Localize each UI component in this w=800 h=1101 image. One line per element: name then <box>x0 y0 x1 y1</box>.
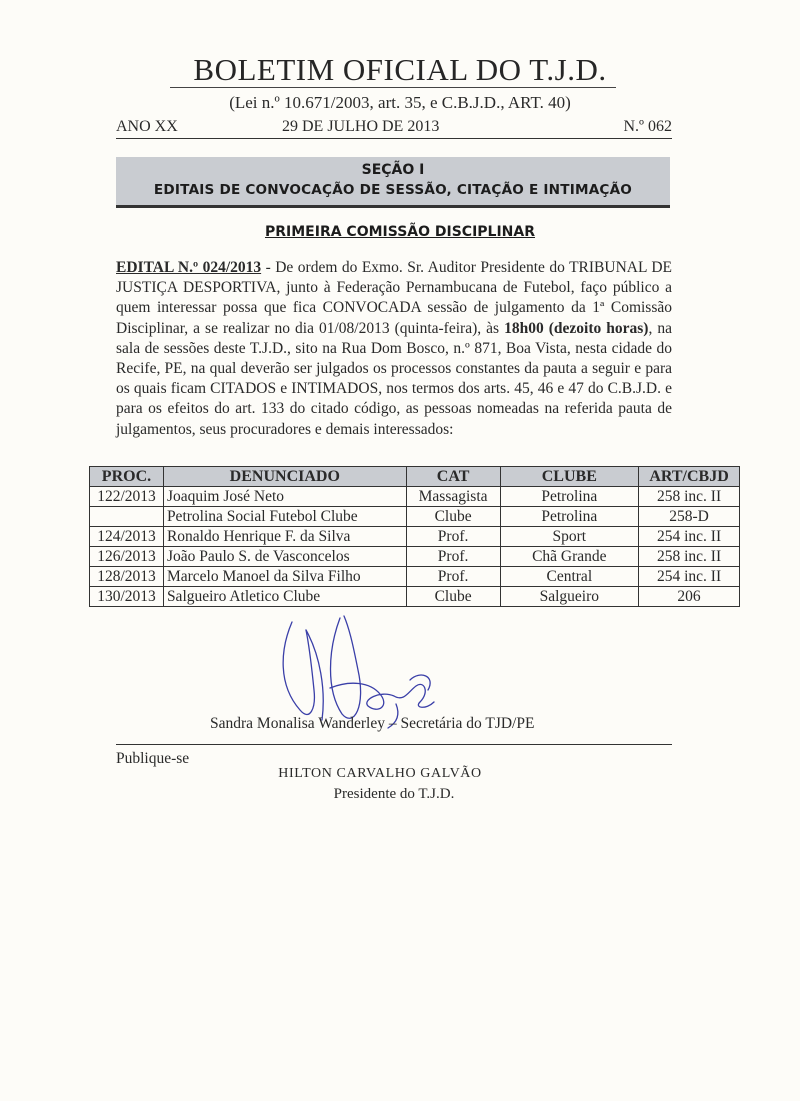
cell-cat: Prof. <box>406 527 500 547</box>
table-row <box>90 547 740 567</box>
edital-id: EDITAL N.º 024/2013 <box>116 259 262 276</box>
cell-art: 254 inc. II <box>639 527 740 547</box>
issue-date: 29 DE JULHO DE 2013 <box>282 118 440 135</box>
cell-denunciado: Salgueiro Atletico Clube <box>163 587 406 607</box>
cell-denunciado: Ronaldo Henrique F. da Silva <box>163 527 406 547</box>
edital-text-2: , na sala de sessões deste T.J.D., sito na Rua Dom Bosco, n.º 871, Boa Vista, nesta cidade do Recife, PE, na qual deverão ser julgados os processos constantes da pauta a seguir e para os quais ficam CITADOS e INTIMADOS, nos termos dos arts. 45, 46 e 47 do C.B.J.D. e para os efeitos do art. 133 do citado código, as pessoas nomeadas na referida pauta de julgamentos, seus procuradores e demais interessados: <box>116 319 673 438</box>
cell-proc: 126/2013 <box>90 547 164 567</box>
table-header-row <box>90 467 740 487</box>
table-row <box>90 487 740 507</box>
publish-order: Publique-se <box>116 750 190 767</box>
cell-art: 254 inc. II <box>639 567 740 587</box>
edital-body <box>116 258 672 440</box>
section-heading: EDITAIS DE CONVOCAÇÃO DE SESSÃO, CITAÇÃO E INTIMAÇÃO <box>153 182 633 198</box>
issue-divider <box>116 138 672 139</box>
issue-number: N.º 062 <box>623 118 672 135</box>
cell-art: 258-D <box>639 507 740 527</box>
cell-clube: Petrolina <box>500 487 639 507</box>
cell-proc: 130/2013 <box>90 587 164 607</box>
commission-heading <box>0 224 800 240</box>
cell-cat: Clube <box>406 587 500 607</box>
cell-denunciado: Joaquim José Neto <box>163 487 406 507</box>
table-row <box>90 587 740 607</box>
cell-art: 206 <box>639 587 740 607</box>
edital-time: 18h00 (dezoito horas) <box>504 319 649 337</box>
table-row <box>90 567 740 587</box>
cell-art: 258 inc. II <box>639 547 740 567</box>
cell-clube: Chã Grande <box>500 547 639 567</box>
signatory-line: Sandra Monalisa Wanderley – Secretária do TJD/PE <box>210 715 535 732</box>
cell-art: 258 inc. II <box>639 487 740 507</box>
cell-cat: Prof. <box>406 567 500 587</box>
cell-clube: Central <box>500 567 639 587</box>
edital-text-1: - De ordem do Exmo. Sr. Auditor Presidente do TRIBUNAL DE JUSTIÇA DESPORTIVA, junto à Federação Pernambucana de Futebol, faço público a quem interessar possa que fica CONVOCADA sessão de julgamento da 1ª Comissão Disciplinar, a se realizar no dia 01/08/2013 (quinta-feira), às <box>116 259 672 337</box>
cell-cat: Prof. <box>406 547 500 567</box>
footer-divider <box>116 744 672 745</box>
hearing-schedule-table <box>89 466 740 607</box>
cell-proc: 122/2013 <box>90 487 164 507</box>
cell-clube: Petrolina <box>500 507 639 527</box>
president-name: HILTON CARVALHO GALVÃO <box>278 766 482 781</box>
header-proc: PROC. <box>90 467 164 487</box>
cell-denunciado: Petrolina Social Futebol Clube <box>163 507 406 527</box>
header-cat: CAT <box>406 467 500 487</box>
cell-cat: Massagista <box>406 487 500 507</box>
cell-cat: Clube <box>406 507 500 527</box>
header-art: ART/CBJD <box>639 467 740 487</box>
cell-denunciado: Marcelo Manoel da Silva Filho <box>163 567 406 587</box>
bulletin-title: BOLETIM OFICIAL DO T.J.D. <box>193 52 607 87</box>
section-banner <box>116 157 670 208</box>
issue-year: ANO XX <box>116 118 178 135</box>
issue-line <box>116 118 672 138</box>
cell-proc <box>90 507 164 527</box>
cell-denunciado: João Paulo S. de Vasconcelos <box>163 547 406 567</box>
header-denunciado: DENUNCIADO <box>163 467 406 487</box>
header-clube: CLUBE <box>500 467 639 487</box>
cell-clube: Sport <box>500 527 639 547</box>
section-name: SEÇÃO I <box>361 162 425 178</box>
bulletin-subtitle: (Lei n.º 10.671/2003, art. 35, e C.B.J.D., ART. 40) <box>229 93 571 112</box>
table-row <box>90 507 740 527</box>
cell-proc: 128/2013 <box>90 567 164 587</box>
cell-clube: Salgueiro <box>500 587 639 607</box>
cell-proc: 124/2013 <box>90 527 164 547</box>
president-role: Presidente do T.J.D. <box>333 786 455 802</box>
table-row <box>90 527 740 547</box>
commission-name: PRIMEIRA COMISSÃO DISCIPLINAR <box>264 224 536 240</box>
title-underline <box>170 87 616 88</box>
